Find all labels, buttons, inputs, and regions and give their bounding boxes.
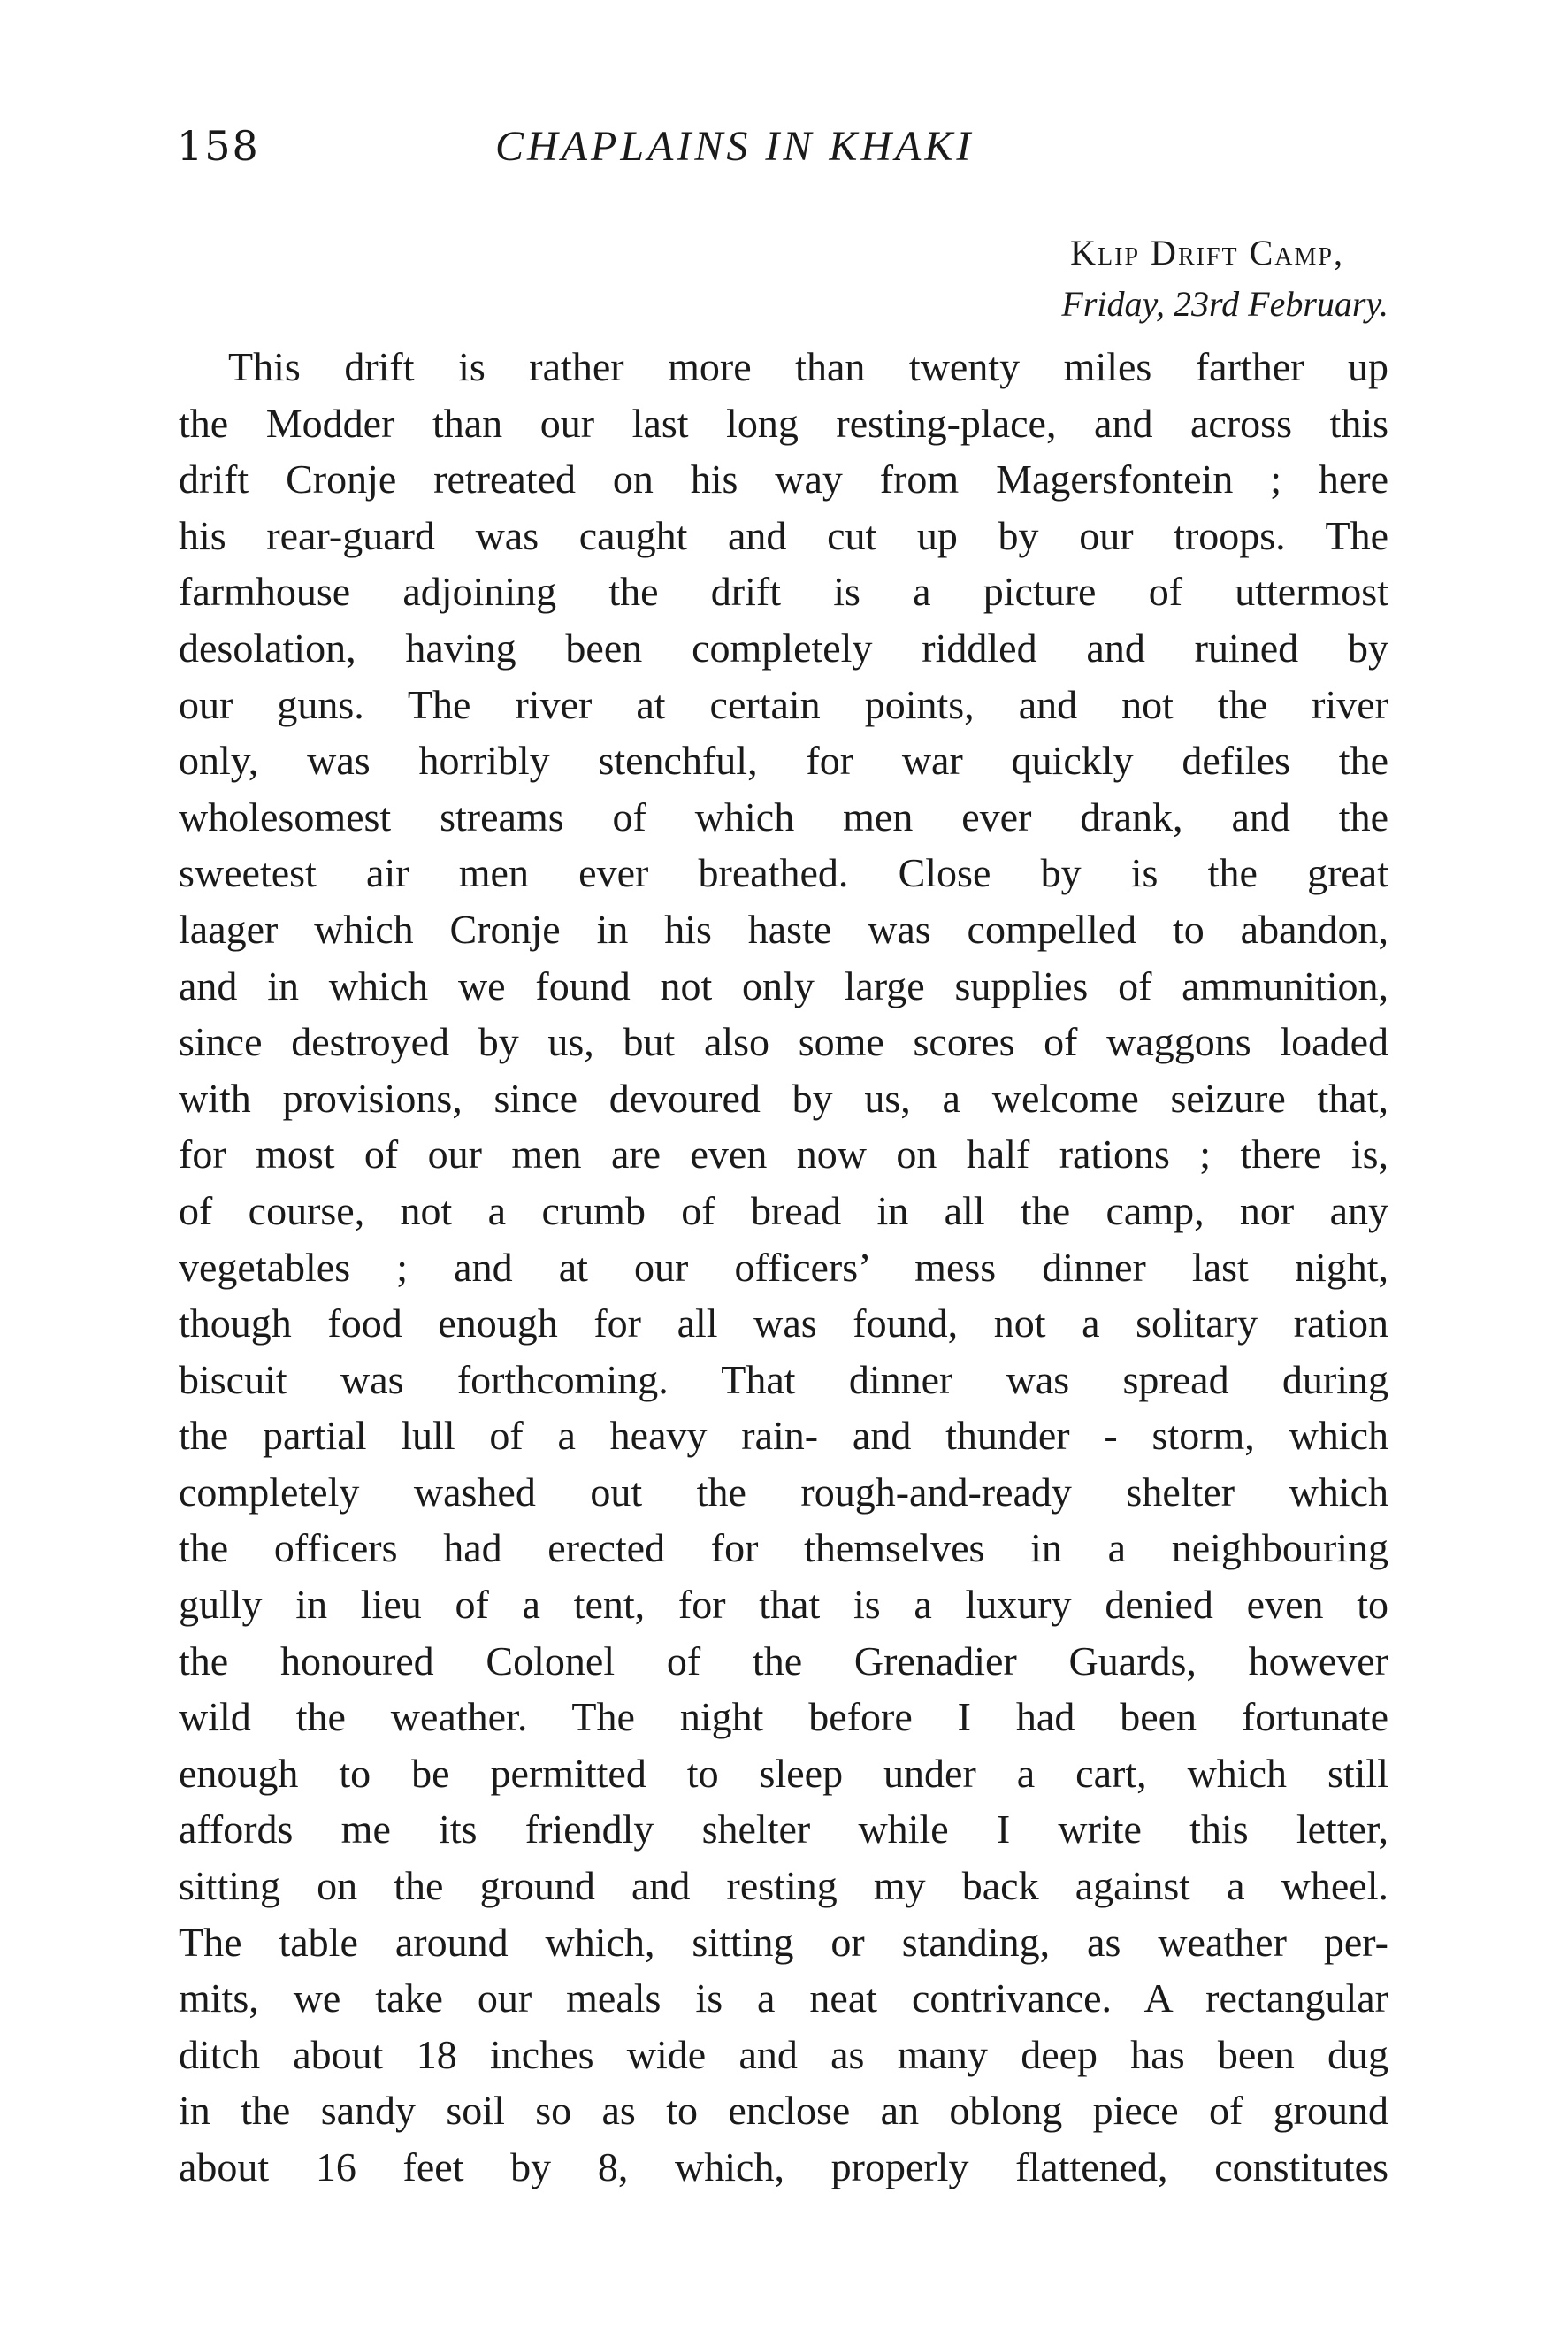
text-line: This drift is rather more than twenty miles farther up bbox=[228, 344, 1388, 389]
text-line: with provisions, since devoured by us, a welcome seizure that, bbox=[179, 1075, 1388, 1121]
text-line: sitting on the ground and resting my back against a wheel. bbox=[179, 1863, 1388, 1909]
text-line: laager which Cronje in his haste was compelled to abandon, bbox=[179, 906, 1388, 952]
letter-dateline bbox=[177, 228, 1388, 331]
text-line: vegetables ; and at our officers’ mess dinner last night, bbox=[179, 1244, 1388, 1290]
text-line: farmhouse adjoining the drift is a picture of uttermost bbox=[179, 569, 1388, 615]
body-text bbox=[179, 339, 1388, 2196]
text-line: mits, we take our meals is a neat contrivance. A rectangular bbox=[179, 1975, 1388, 2021]
text-line: since destroyed by us, but also some scores of waggons loaded bbox=[179, 1019, 1388, 1065]
text-line: ditch about 18 inches wide and as many deep has been dug bbox=[179, 2031, 1388, 2077]
text-line: sweetest air men ever breathed. Close by is the great bbox=[179, 850, 1388, 896]
text-line: the officers had erected for themselves in a neighbouring bbox=[179, 1525, 1388, 1571]
text-line: for most of our men are even now on half rations ; there is, bbox=[179, 1131, 1388, 1177]
text-line: gully in lieu of a tent, for that is a luxury denied even to bbox=[179, 1582, 1388, 1628]
text-line: though food enough for all was found, not a solitary ration bbox=[179, 1300, 1388, 1346]
text-line: the partial lull of a heavy rain- and thunder - storm, which bbox=[179, 1413, 1388, 1459]
text-line: wild the weather. The night before I had been fortunate bbox=[179, 1694, 1388, 1740]
text-line: in the sandy soil so as to enclose an oblong piece of ground bbox=[179, 2088, 1388, 2134]
dateline-date: Friday, 23rd February. bbox=[1061, 284, 1388, 324]
text-line: of course, not a crumb of bread in all the camp, nor any bbox=[179, 1187, 1388, 1233]
dateline-place: Klip Drift Camp, bbox=[1070, 233, 1344, 272]
running-head bbox=[177, 122, 1388, 184]
text-line: the honoured Colonel of the Grenadier Guards, however bbox=[179, 1637, 1388, 1683]
text-line: drift Cronje retreated on his way from Magersfontein ; here bbox=[179, 456, 1388, 502]
text-line: enough to be permitted to sleep under a cart, which still bbox=[179, 1750, 1388, 1796]
running-title: CHAPLAINS IN KHAKI bbox=[495, 123, 975, 170]
text-line: The table around which, sitting or standing, as weather per- bbox=[179, 1919, 1388, 1965]
text-line: only, was horribly stenchful, for war quickly defiles the bbox=[179, 738, 1388, 784]
text-line: our guns. The river at certain points, and not the river bbox=[179, 681, 1388, 727]
text-line: biscuit was forthcoming. That dinner was spread during bbox=[179, 1356, 1388, 1402]
text-line: desolation, having been completely riddled and ruined by bbox=[179, 625, 1388, 671]
text-line: about 16 feet by 8, which, properly flattened, constitutes bbox=[179, 2144, 1388, 2189]
text-line: affords me its friendly shelter while I write this letter, bbox=[179, 1806, 1388, 1852]
page-number: 158 bbox=[177, 122, 260, 170]
text-line: wholesomest streams of which men ever drank, and the bbox=[179, 794, 1388, 840]
text-line: his rear-guard was caught and cut up by our troops. The bbox=[179, 512, 1388, 558]
text-line: and in which we found not only large supplies of ammunition, bbox=[179, 962, 1388, 1008]
text-line: the Modder than our last long resting-place, and across this bbox=[179, 400, 1388, 446]
text-line: completely washed out the rough-and-ready shelter which bbox=[179, 1469, 1388, 1515]
